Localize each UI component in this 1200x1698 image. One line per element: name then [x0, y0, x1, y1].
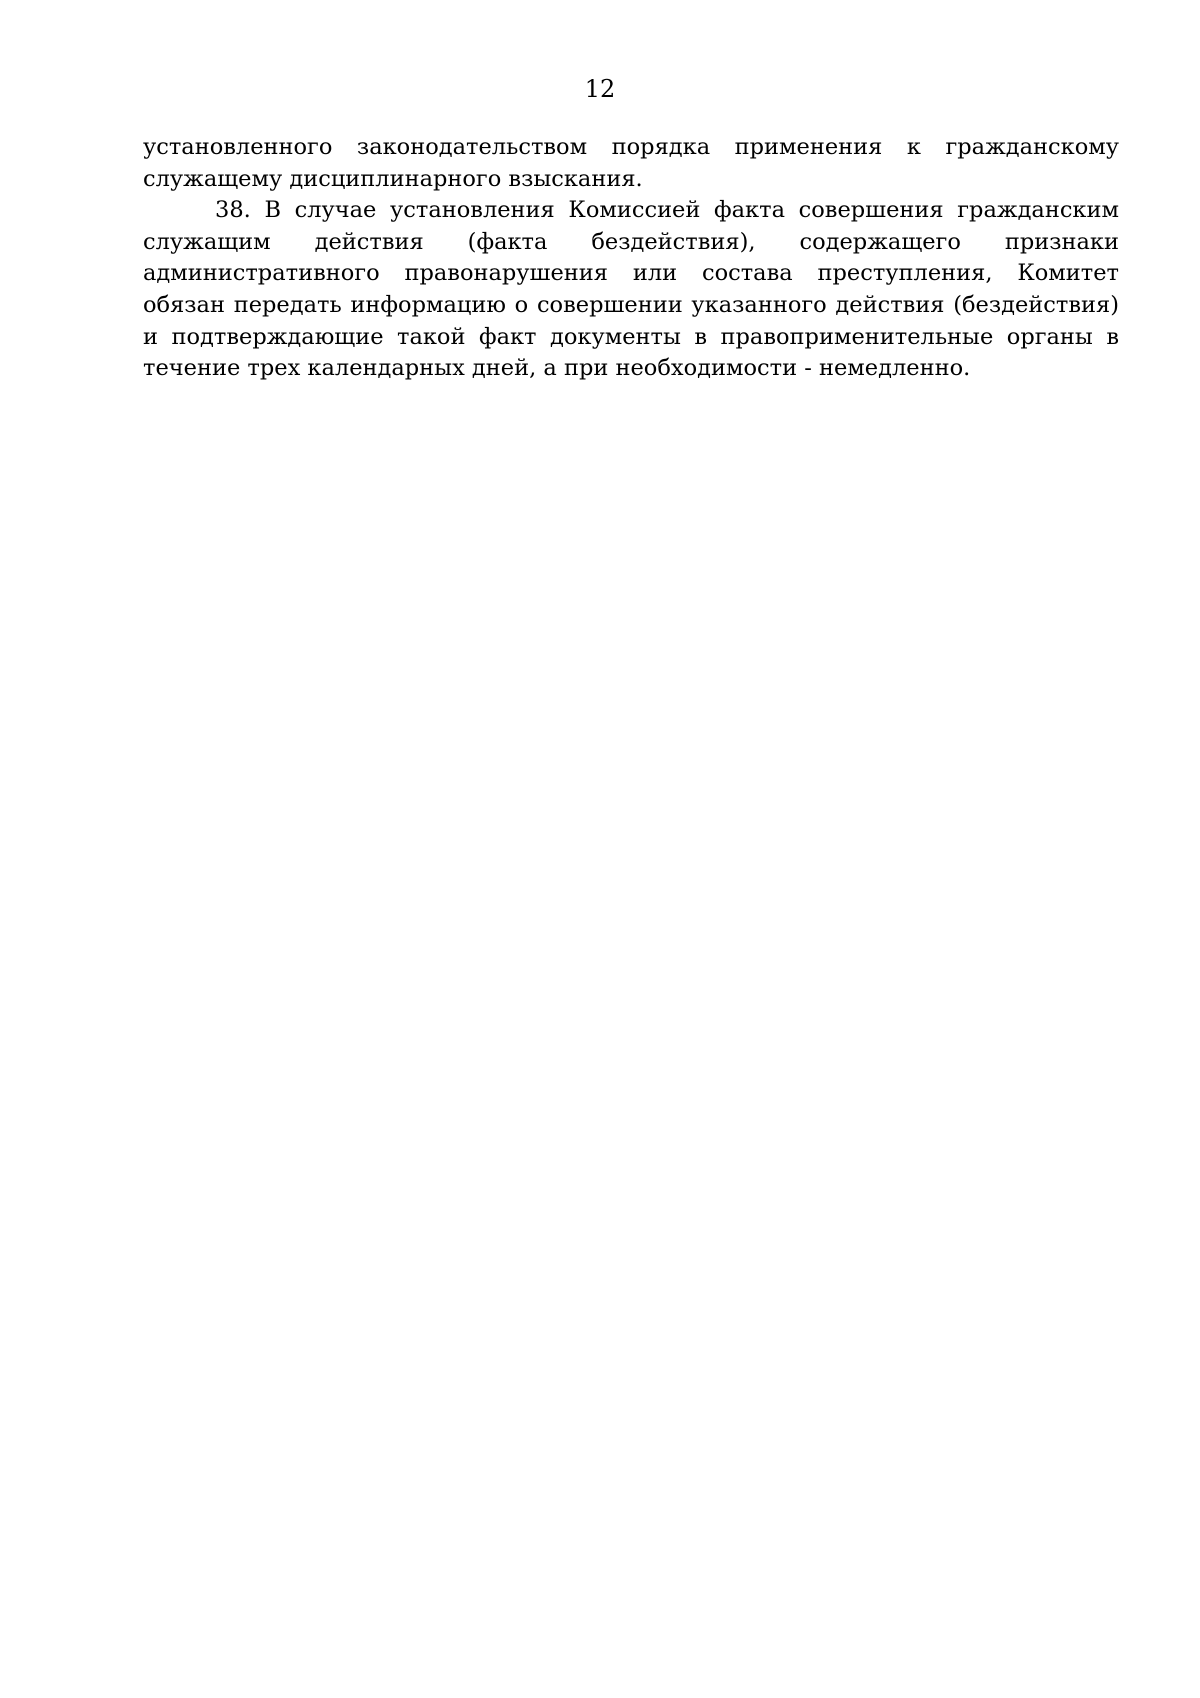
page-number: 12 — [584, 75, 616, 103]
document-body — [143, 132, 1119, 385]
paragraph-clause-38: 38. В случае установления Комиссией факта совершения гражданским служащим действия (факта бездействия), содержащего признаки административного правонарушения или состава преступления, Комитет обязан передать информацию о совершении указанного действия (бездействия) и подтверждающие такой факт документы в правоприменительные органы в течение трех календарных дней, а при необходимости - немедленно. — [143, 197, 1119, 382]
paragraph-continuation: установленного законодательством порядка применения к гражданскому служащему дисциплинарного взыскания. — [143, 134, 1119, 192]
